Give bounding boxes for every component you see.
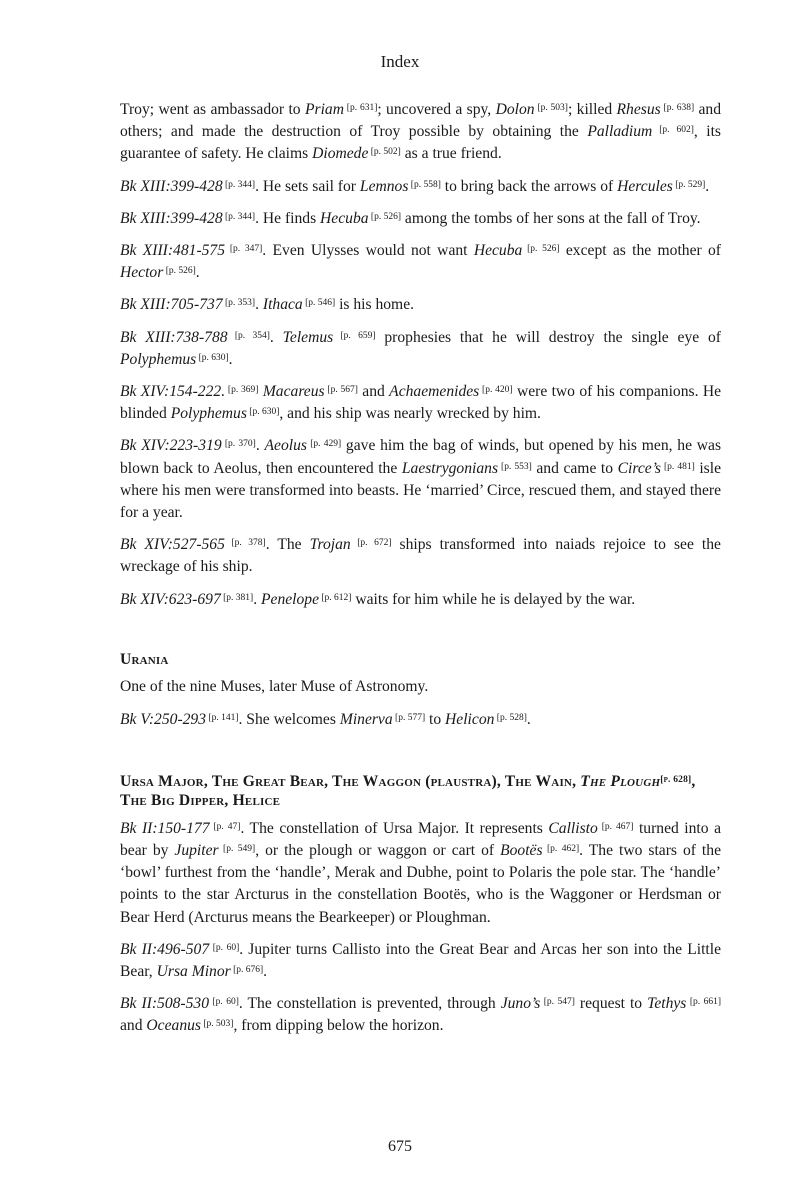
cross-reference-name: Hecuba [473, 242, 523, 260]
entry-text: ; killed [567, 101, 617, 118]
cross-reference-name: Ursa Minor [156, 962, 231, 980]
entry-text: . The [265, 536, 310, 554]
index-paragraph [120, 993, 721, 1037]
index-paragraph [120, 435, 721, 524]
page-reference: [p. 381] [220, 592, 254, 603]
page-reference: [p. 630] [246, 407, 280, 418]
page-reference: [p. 60] [209, 997, 239, 1008]
page-reference: [p. 378] [224, 538, 266, 549]
cross-reference-name: Ithaca [262, 296, 303, 314]
cross-reference-name: Achaemenides [389, 383, 480, 401]
book-reference: Bk II:496-507 [120, 940, 210, 958]
book-reference: Bk II:508-530 [120, 995, 209, 1013]
entry-text: request to [574, 995, 648, 1013]
cross-reference-name: Laestrygonians [401, 459, 499, 477]
entry-text: to bring back the arrows of [440, 177, 618, 195]
entry-text: . He sets sail for [255, 177, 360, 195]
entry-text: . Jupiter turns Callisto into the Great Bear and Arcas her son into the Little Bear, [120, 940, 721, 980]
book-reference: Bk XIII:399-428 [120, 209, 223, 227]
page-reference: [p. 628] [660, 774, 692, 785]
book-reference: Bk XIII:399-428 [120, 177, 223, 195]
entry-text: , or the plough or waggon or cart of [255, 841, 501, 859]
entry-text: . [228, 350, 233, 368]
entry-text: . Even Ulysses would not want [262, 242, 474, 260]
entry-text: to [425, 710, 446, 728]
cross-reference-name: Palladium [587, 123, 653, 141]
page-reference: [p. 526] [368, 211, 401, 222]
index-paragraph [120, 534, 721, 578]
cross-reference-name: Dolon [495, 101, 535, 118]
cross-reference-name: Callisto [548, 819, 598, 837]
book-reference: Bk XIII:738-788 [120, 328, 228, 346]
entry-text: isle where his men were transformed into beasts. He ‘married’ Circe, rescued them, and stayed there for a year. [120, 459, 721, 522]
entry-text: . [526, 710, 531, 728]
page-reference: [p. 528] [494, 712, 527, 723]
page-reference: [p. 503] [201, 1019, 234, 1030]
page-reference: [p. 47] [209, 821, 241, 832]
entry-text: . [195, 264, 200, 282]
page-reference: [p. 347] [225, 244, 263, 255]
index-paragraph [120, 208, 721, 230]
index-entry-heading [120, 772, 721, 811]
book-reference: Bk XIV:154-222. [120, 383, 226, 401]
page-reference: [p. 353] [222, 298, 256, 309]
page-reference: [p. 370] [221, 439, 256, 450]
cross-reference-name: Minerva [339, 710, 393, 728]
page-reference: [p. 631] [343, 103, 378, 113]
entry-text: and came to [531, 459, 618, 477]
book-reference: Bk II:150-177 [120, 819, 210, 837]
index-paragraph [120, 709, 721, 731]
page-reference: [p. 344] [222, 211, 256, 222]
entry-text: . [255, 296, 263, 314]
index-paragraph [120, 589, 721, 611]
cross-reference-name: Hector [120, 264, 164, 282]
entry-text: . [253, 590, 261, 608]
page-reference: [p. 502] [368, 147, 401, 158]
entry-text: Troy; went as ambassador to [120, 101, 305, 118]
page-reference: [p. 503] [534, 103, 568, 113]
page-reference: [p. 672] [350, 538, 392, 549]
cross-reference-name: Juno’s [500, 995, 541, 1013]
cross-reference-name: Hercules [617, 177, 673, 195]
page-reference: [p. 526] [522, 244, 560, 255]
index-paragraph [120, 327, 721, 371]
entry-text: One of the nine Muses, later Muse of Astronomy. [120, 678, 429, 696]
index-content [120, 99, 721, 1048]
entry-text: ; uncovered a spy, [377, 101, 496, 118]
index-paragraph [120, 176, 721, 198]
page-reference: [p. 661] [686, 997, 722, 1008]
page-reference: [p. 659] [333, 330, 376, 341]
cross-reference-name: Rhesus [616, 101, 661, 118]
entry-text: . The constellation is prevented, through [238, 995, 501, 1013]
cross-reference-name: Hecuba [320, 209, 369, 227]
entry-text: Ursa Major, The Great Bear, The Waggon (plaustra), The Wain, [120, 772, 581, 790]
cross-reference-name: Tethys [647, 995, 687, 1013]
page-reference: [p. 354] [227, 330, 270, 341]
page-reference: [p. 420] [479, 385, 513, 396]
index-entry-heading [120, 650, 721, 670]
page-reference: [p. 546] [302, 298, 336, 309]
page-number: 675 [388, 1138, 412, 1155]
entry-text: except as the mother of [559, 242, 721, 260]
entry-text: and [357, 383, 390, 401]
page-reference: [p. 481] [660, 461, 695, 472]
cross-reference-name: Aeolus [264, 437, 307, 455]
cross-reference-name: Priam [304, 101, 344, 118]
cross-reference-name: Trojan [309, 536, 351, 554]
section-spacer [120, 621, 721, 650]
entry-text: , its guarantee of safety. He claims [120, 123, 722, 163]
section-spacer [120, 741, 721, 772]
cross-reference-name: Helicon [445, 710, 495, 728]
entry-text: . The two stars of the ‘bowl’ furthest from the ‘handle’, Merak and Dubhe, point to Polaris the pole star. The ‘handle’ points to the star Arcturus in the constellation Bootës, who is the Waggoner or Herdsman or Bear Herd (Arcturus means the Bearkeeper) or Ploughman. [120, 841, 721, 926]
cross-reference-name: Oceanus [146, 1017, 201, 1035]
entry-text: turned into a bear by [120, 819, 721, 859]
page-reference: [p. 467] [597, 821, 634, 832]
page-reference: [p. 558] [408, 179, 441, 190]
index-paragraph [120, 818, 721, 929]
cross-reference-name: The Plough [580, 772, 661, 790]
entry-text: and [120, 1017, 147, 1035]
book-reference: Bk V:250-293 [120, 710, 207, 728]
page-reference: [p. 369] [225, 385, 259, 396]
page-reference: [p. 60] [209, 942, 240, 953]
entry-text: . [269, 328, 283, 346]
page-reference: [p. 529] [672, 179, 706, 190]
index-paragraph [120, 381, 721, 425]
page-reference: [p. 549] [218, 843, 256, 854]
page-reference: [p. 676] [230, 964, 264, 975]
entry-text: , from dipping below the horizon. [233, 1017, 444, 1035]
page-reference: [p. 577] [392, 712, 426, 723]
page-reference: [p. 344] [222, 179, 256, 190]
entry-text: ships transformed into naiads rejoice to see the wreckage of his ship. [120, 536, 721, 576]
page-reference: [p. 429] [306, 439, 342, 450]
page-reference: [p. 612] [319, 592, 352, 603]
cross-reference-name: Circe’s [617, 459, 661, 477]
index-paragraph [120, 294, 721, 316]
book-reference: Bk XIII:481-575 [120, 242, 226, 260]
entry-text: is his home. [335, 296, 415, 314]
cross-reference-name: Lemnos [359, 177, 409, 195]
page-reference: [p. 630] [196, 352, 229, 363]
entry-text: , The Big Dipper, Helice [120, 772, 696, 810]
entry-text: . The constellation of Ursa Major. It represents [240, 819, 549, 837]
cross-reference-name: Penelope [261, 590, 320, 608]
cross-reference-name: Diomede [312, 145, 369, 163]
page-reference: [p. 602] [652, 125, 694, 136]
index-paragraph [120, 676, 721, 698]
book-reference: Bk XIV:223-319 [120, 437, 222, 455]
entry-text: gave him the bag of winds, but opened by his men, he was blown back to Aeolus, then encountered the [120, 437, 722, 477]
cross-reference-name: Jupiter [174, 841, 219, 859]
entry-text: among the tombs of her sons at the fall of Troy. [401, 209, 701, 227]
page-reference: [p. 553] [498, 461, 532, 472]
index-paragraph [120, 99, 721, 166]
entry-text: waits for him while he is delayed by the war. [351, 590, 636, 608]
entry-text: . [705, 177, 710, 195]
entry-text: . He finds [255, 209, 321, 227]
page-reference: [p. 526] [163, 266, 196, 277]
page-reference: [p. 462] [542, 843, 580, 854]
cross-reference-name: Macareus [262, 383, 325, 401]
cross-reference-name: Polyphemus [120, 350, 197, 368]
page-reference: [p. 141] [206, 712, 239, 723]
cross-reference-name: Bootës [500, 841, 543, 859]
entry-text: and others; and made the destruction of Troy possible by obtaining the [120, 101, 721, 141]
entry-text: as a true friend. [400, 145, 502, 163]
index-paragraph [120, 939, 721, 983]
page-reference: [p. 638] [660, 103, 695, 113]
entry-text: Urania [120, 650, 169, 668]
running-head: Index [380, 52, 420, 71]
cross-reference-name: Polyphemus [170, 405, 247, 423]
book-reference: Bk XIV:623-697 [120, 590, 221, 608]
entry-text: . She welcomes [238, 710, 340, 728]
entry-text: were two of his companions. He blinded [120, 383, 721, 423]
entry-text: . [255, 437, 265, 455]
page-reference: [p. 567] [324, 385, 358, 396]
entry-text: , and his ship was nearly wrecked by him. [279, 405, 541, 423]
entry-text: prophesies that he will destroy the single eye of [375, 328, 722, 346]
book-reference: Bk XIII:705-737 [120, 296, 223, 314]
page-reference: [p. 547] [540, 997, 575, 1008]
book-reference: Bk XIV:527-565 [120, 536, 225, 554]
entry-text: . [263, 962, 268, 980]
cross-reference-name: Telemus [282, 328, 334, 346]
index-paragraph [120, 240, 721, 284]
